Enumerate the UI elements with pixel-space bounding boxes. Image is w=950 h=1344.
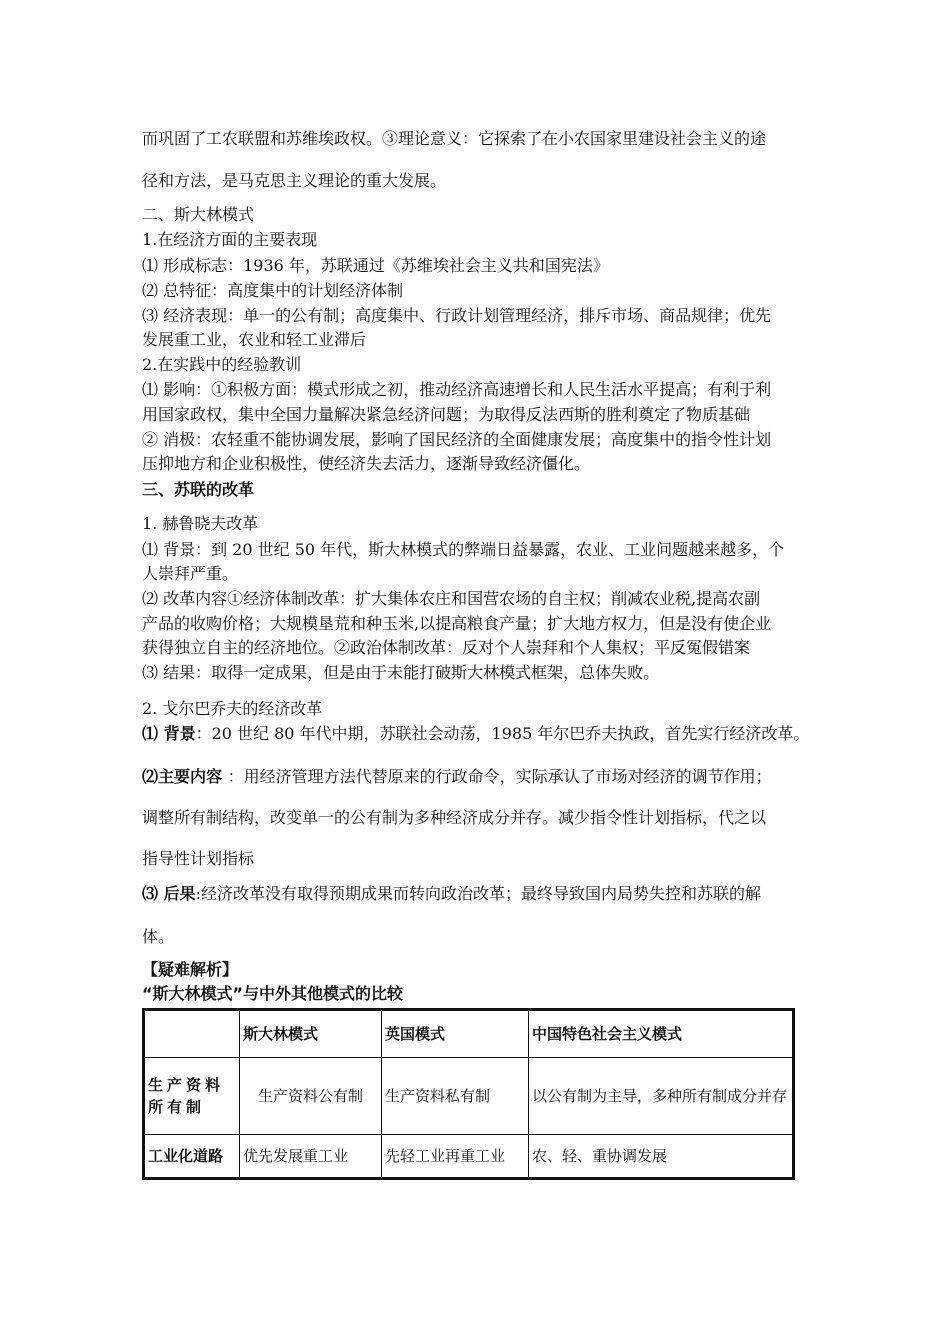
table-cell: 农、轻、重协调发展	[529, 1135, 794, 1179]
table-cell: 生产资料公有制	[240, 1058, 382, 1135]
table-cell: 以公有制为主导，多种所有制成分并存	[529, 1058, 794, 1135]
gorbachev-content-3: 指导性计划指标	[142, 849, 255, 868]
line-19: 获得独立自主的经济地位。②政治体制改革：反对个人崇拜和个人集权；平反冤假错案	[142, 638, 751, 657]
table-row-label: 工业化道路	[144, 1135, 240, 1179]
gorbachev-background	[142, 724, 810, 744]
line-4: ⑴ 形成标志：1936 年，苏联通过《苏维埃社会主义共和国宪法》	[142, 256, 609, 275]
line-10: 用国家政权，集中全国力量解决紧急经济问题；为取得反法西斯的胜利奠定了物质基础	[142, 405, 751, 424]
line-8: 2.在实践中的经验教训	[142, 355, 302, 374]
line-6: ⑶ 经济表现：单一的公有制；高度集中、行政计划管理经济，排斥市场、商品规律；优先	[142, 306, 772, 325]
table-title: “斯大林模式”与中外其他模式的比较	[142, 984, 404, 1003]
table-cell: 先轻工业再重工业	[382, 1135, 529, 1179]
table-row	[144, 1058, 794, 1135]
background-text: ：20 世纪 80 年代中期，苏联社会动荡，1985 年尔巴乔夫执政，首先实行经济改革。	[195, 724, 810, 743]
section-2-heading: 二、斯大林模式	[142, 205, 255, 224]
line-14: 1. 赫鲁晓夫改革	[142, 514, 259, 533]
table-cell: 生产资料私有制	[382, 1058, 529, 1135]
line-17: ⑵ 改革内容①经济体制改革：扩大集体农庄和国营农场的自主权；削减农业税,提高农副	[142, 589, 761, 608]
table-header-stalin: 斯大林模式	[240, 1010, 382, 1058]
line-12: 压抑地方和企业积极性，使经济失去活力，逐渐导致经济僵化。	[142, 454, 591, 473]
table-cell: 优先发展重工业	[240, 1135, 382, 1179]
table-header-uk: 英国模式	[382, 1010, 529, 1058]
table-header-china: 中国特色社会主义模式	[529, 1010, 794, 1058]
result-label: ⑶ 后果	[142, 884, 196, 903]
analysis-title: 【疑难解析】	[142, 960, 239, 979]
comparison-table	[142, 1008, 795, 1180]
line-5: ⑵ 总特征：高度集中的计划经济体制	[142, 281, 404, 300]
line-21: 2. 戈尔巴乔夫的经济改革	[142, 699, 323, 718]
line-0: 而巩固了工农联盟和苏维埃政权。③理论意义：它探索了在小农国家里建设社会主义的途	[142, 129, 767, 148]
table-row-label: 生产资料所有制	[144, 1058, 240, 1135]
table-header-empty	[144, 1010, 240, 1058]
line-1: 径和方法，是马克思主义理论的重大发展。	[142, 171, 447, 190]
line-18: 产品的收购价格；大规模垦荒和种玉米,以提高粮食产量；扩大地方权力，但是没有使企业	[142, 614, 772, 633]
table-row	[144, 1135, 794, 1179]
section-3-heading: 三、苏联的改革	[142, 480, 255, 499]
line-16: 人崇拜严重。	[142, 564, 239, 583]
line-20: ⑶ 结果：取得一定成果，但是由于未能打破斯大林模式框架，总体失败。	[142, 663, 660, 682]
content-label: ⑵主要内容	[142, 767, 228, 786]
line-9: ⑴ 影响：①积极方面：模式形成之初，推动经济高速增长和人民生活水平提高；有利于利	[142, 380, 772, 399]
table-header-row	[144, 1010, 794, 1058]
result-text-1: :经济改革没有取得预期成果而转向政治改革；最终导致国内局势失控和苏联的解	[195, 884, 761, 903]
line-11: ② 消极：农轻重不能协调发展，影响了国民经济的全面健康发展；高度集中的指令性计划	[142, 430, 772, 449]
gorbachev-content-2: 调整所有制结构，改变单一的公有制为多种经济成分并存。减少指令性计划指标，代之以	[142, 808, 767, 827]
content-text-1: ：用经济管理方法代替原来的行政命令，实际承认了市场对经济的调节作用；	[227, 767, 772, 786]
gorbachev-content	[142, 767, 810, 787]
gorbachev-result	[142, 884, 810, 904]
line-3: 1.在经济方面的主要表现	[142, 230, 318, 249]
line-7: 发展重工业，农业和轻工业滞后	[142, 330, 367, 349]
gorbachev-result-2: 体。	[142, 927, 175, 946]
line-15: ⑴ 背景：到 20 世纪 50 年代，斯大林模式的弊端日益暴露，农业、工业问题越来越多，个	[142, 540, 785, 559]
background-label: ⑴ 背景	[142, 724, 196, 743]
